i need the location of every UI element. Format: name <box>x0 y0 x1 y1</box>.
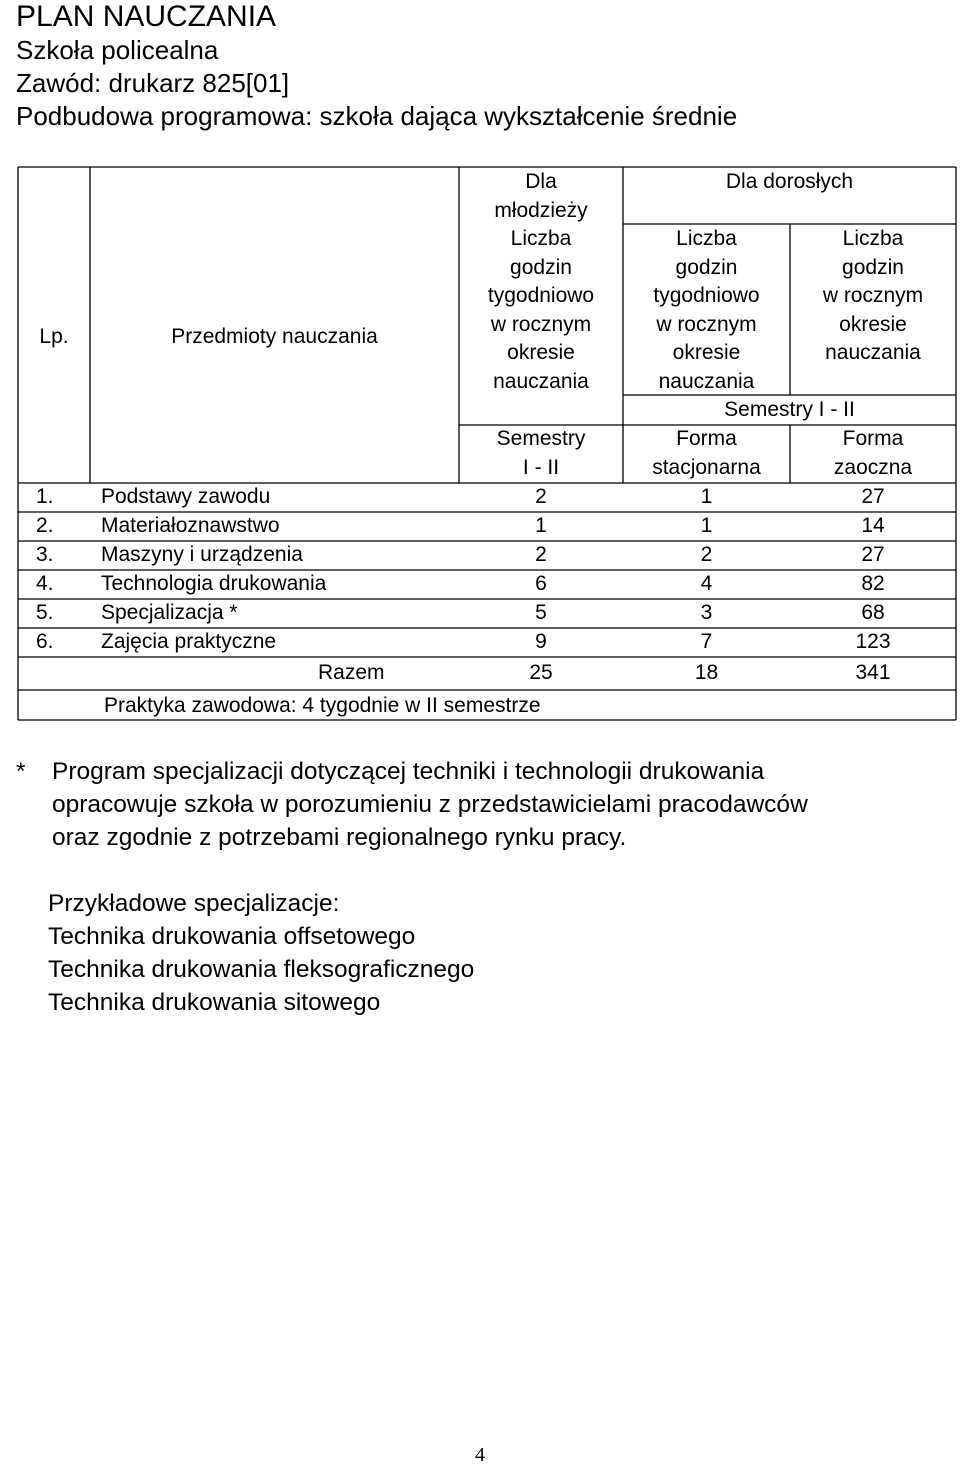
adults-annual-header-line: Liczba <box>842 227 904 250</box>
adults-weekly-header-line: tygodniowo <box>653 284 760 307</box>
row-youth-hours: 2 <box>535 543 547 566</box>
row-stationary-hours: 7 <box>700 630 713 653</box>
adults-weekly-header-line: nauczania <box>658 369 755 393</box>
youth-semesters-line: Semestry <box>496 427 586 450</box>
school-type: Szkoła policealna <box>16 35 219 65</box>
row-subject: Technologia drukowania <box>101 572 327 595</box>
footnote-line: Program specjalizacji dotyczącej techniki i technologii drukowania <box>52 758 765 785</box>
example-item: Technika drukowania offsetowego <box>48 923 416 950</box>
col-header-lp: Lp. <box>39 325 69 348</box>
form-extramural <box>790 425 956 482</box>
total-extramural-hours: 341 <box>855 661 891 684</box>
row-lp: 4. <box>36 572 54 595</box>
youth-header-line: tygodniowo <box>487 284 595 307</box>
col-header-adults: Dla dorosłych <box>725 170 854 193</box>
form-extramural-line: Forma <box>842 427 904 450</box>
row-subject: Maszyny i urządzenia <box>101 543 303 566</box>
row-youth-hours: 9 <box>535 630 547 653</box>
youth-semesters <box>459 425 623 482</box>
row-youth-hours: 6 <box>535 572 547 595</box>
example-item: Technika drukowania fleksograficznego <box>48 956 475 983</box>
form-stationary <box>623 425 790 482</box>
youth-header-line: w rocznym <box>490 312 592 336</box>
form-stationary-line: Forma <box>676 427 737 450</box>
youth-header-line: Liczba <box>510 227 572 250</box>
form-extramural-line: zaoczna <box>833 455 913 479</box>
row-stationary-hours: 4 <box>700 572 713 595</box>
adults-annual-header-line: w rocznym <box>822 284 924 307</box>
row-lp: 6. <box>36 630 54 653</box>
youth-header-line: młodzieży <box>494 198 588 222</box>
footnote-line: opracowuje szkoła w porozumieniu z przedstawicielami pracodawców <box>52 791 808 818</box>
row-stationary-hours: 1 <box>700 514 713 537</box>
adults-annual-header-line: nauczania <box>825 341 921 364</box>
adults-weekly-header-line: w rocznym <box>656 312 757 336</box>
youth-header-line: godzin <box>510 255 572 279</box>
examples-title: Przykładowe specjalizacje: <box>48 890 340 917</box>
document-title: PLAN NAUCZANIA <box>16 0 277 33</box>
footnote-star: * <box>16 758 26 785</box>
total-stationary-hours: 18 <box>694 661 719 684</box>
col-header-youth <box>459 168 623 396</box>
row-subject: Materiałoznawstwo <box>101 514 280 537</box>
adults-weekly-header-line: okresie <box>672 341 741 364</box>
footnote-line: oraz zgodnie z potrzebami regionalnego rynku pracy. <box>52 824 627 851</box>
document-heading <box>16 0 737 133</box>
row-extramural-hours: 14 <box>861 514 885 537</box>
adults-annual-header-line: godzin <box>842 255 904 279</box>
row-stationary-hours: 3 <box>700 601 713 624</box>
row-subject: Specjalizacja * <box>101 601 238 624</box>
adults-weekly-header-line: Liczba <box>676 227 737 250</box>
row-lp: 2. <box>36 514 54 537</box>
row-subject: Podstawy zawodu <box>101 485 271 508</box>
youth-header-line: Dla <box>525 170 557 193</box>
adults-weekly-header-line: godzin <box>675 255 738 279</box>
row-stationary-hours: 2 <box>700 543 713 566</box>
row-youth-hours: 1 <box>535 514 547 537</box>
total-label: Razem <box>318 661 385 684</box>
page-number: 4 <box>475 1444 485 1466</box>
row-extramural-hours: 68 <box>861 601 885 624</box>
row-youth-hours: 5 <box>535 601 547 624</box>
row-stationary-hours: 1 <box>700 485 713 508</box>
total-youth-hours: 25 <box>529 661 553 684</box>
col-header-adults-weekly <box>623 225 790 396</box>
row-extramural-hours: 123 <box>855 630 891 653</box>
adults-semesters: Semestry I - II <box>724 398 855 421</box>
youth-semesters-line: I - II <box>522 455 560 479</box>
row-youth-hours: 2 <box>535 485 547 508</box>
form-stationary-line: stacjonarna <box>652 455 761 479</box>
professional-practice: Praktyka zawodowa: 4 tygodnie w II semestrze <box>104 694 541 717</box>
row-lp: 3. <box>36 543 54 566</box>
profession: Zawód: drukarz 825[01] <box>16 68 290 98</box>
row-lp: 1. <box>36 485 54 508</box>
row-extramural-hours: 27 <box>861 543 885 566</box>
col-header-adults-annual <box>790 225 956 368</box>
example-item: Technika drukowania sitowego <box>48 989 381 1016</box>
row-lp: 5. <box>36 601 54 624</box>
youth-header-line: nauczania <box>493 369 589 393</box>
adults-annual-header-line: okresie <box>839 312 907 336</box>
youth-header-line: okresie <box>507 341 575 364</box>
program-basis: Podbudowa programowa: szkoła dająca wykształcenie średnie <box>16 101 738 131</box>
row-subject: Zajęcia praktyczne <box>101 630 277 653</box>
row-extramural-hours: 82 <box>861 572 885 595</box>
col-header-subjects: Przedmioty nauczania <box>171 325 378 348</box>
row-extramural-hours: 27 <box>861 485 885 508</box>
